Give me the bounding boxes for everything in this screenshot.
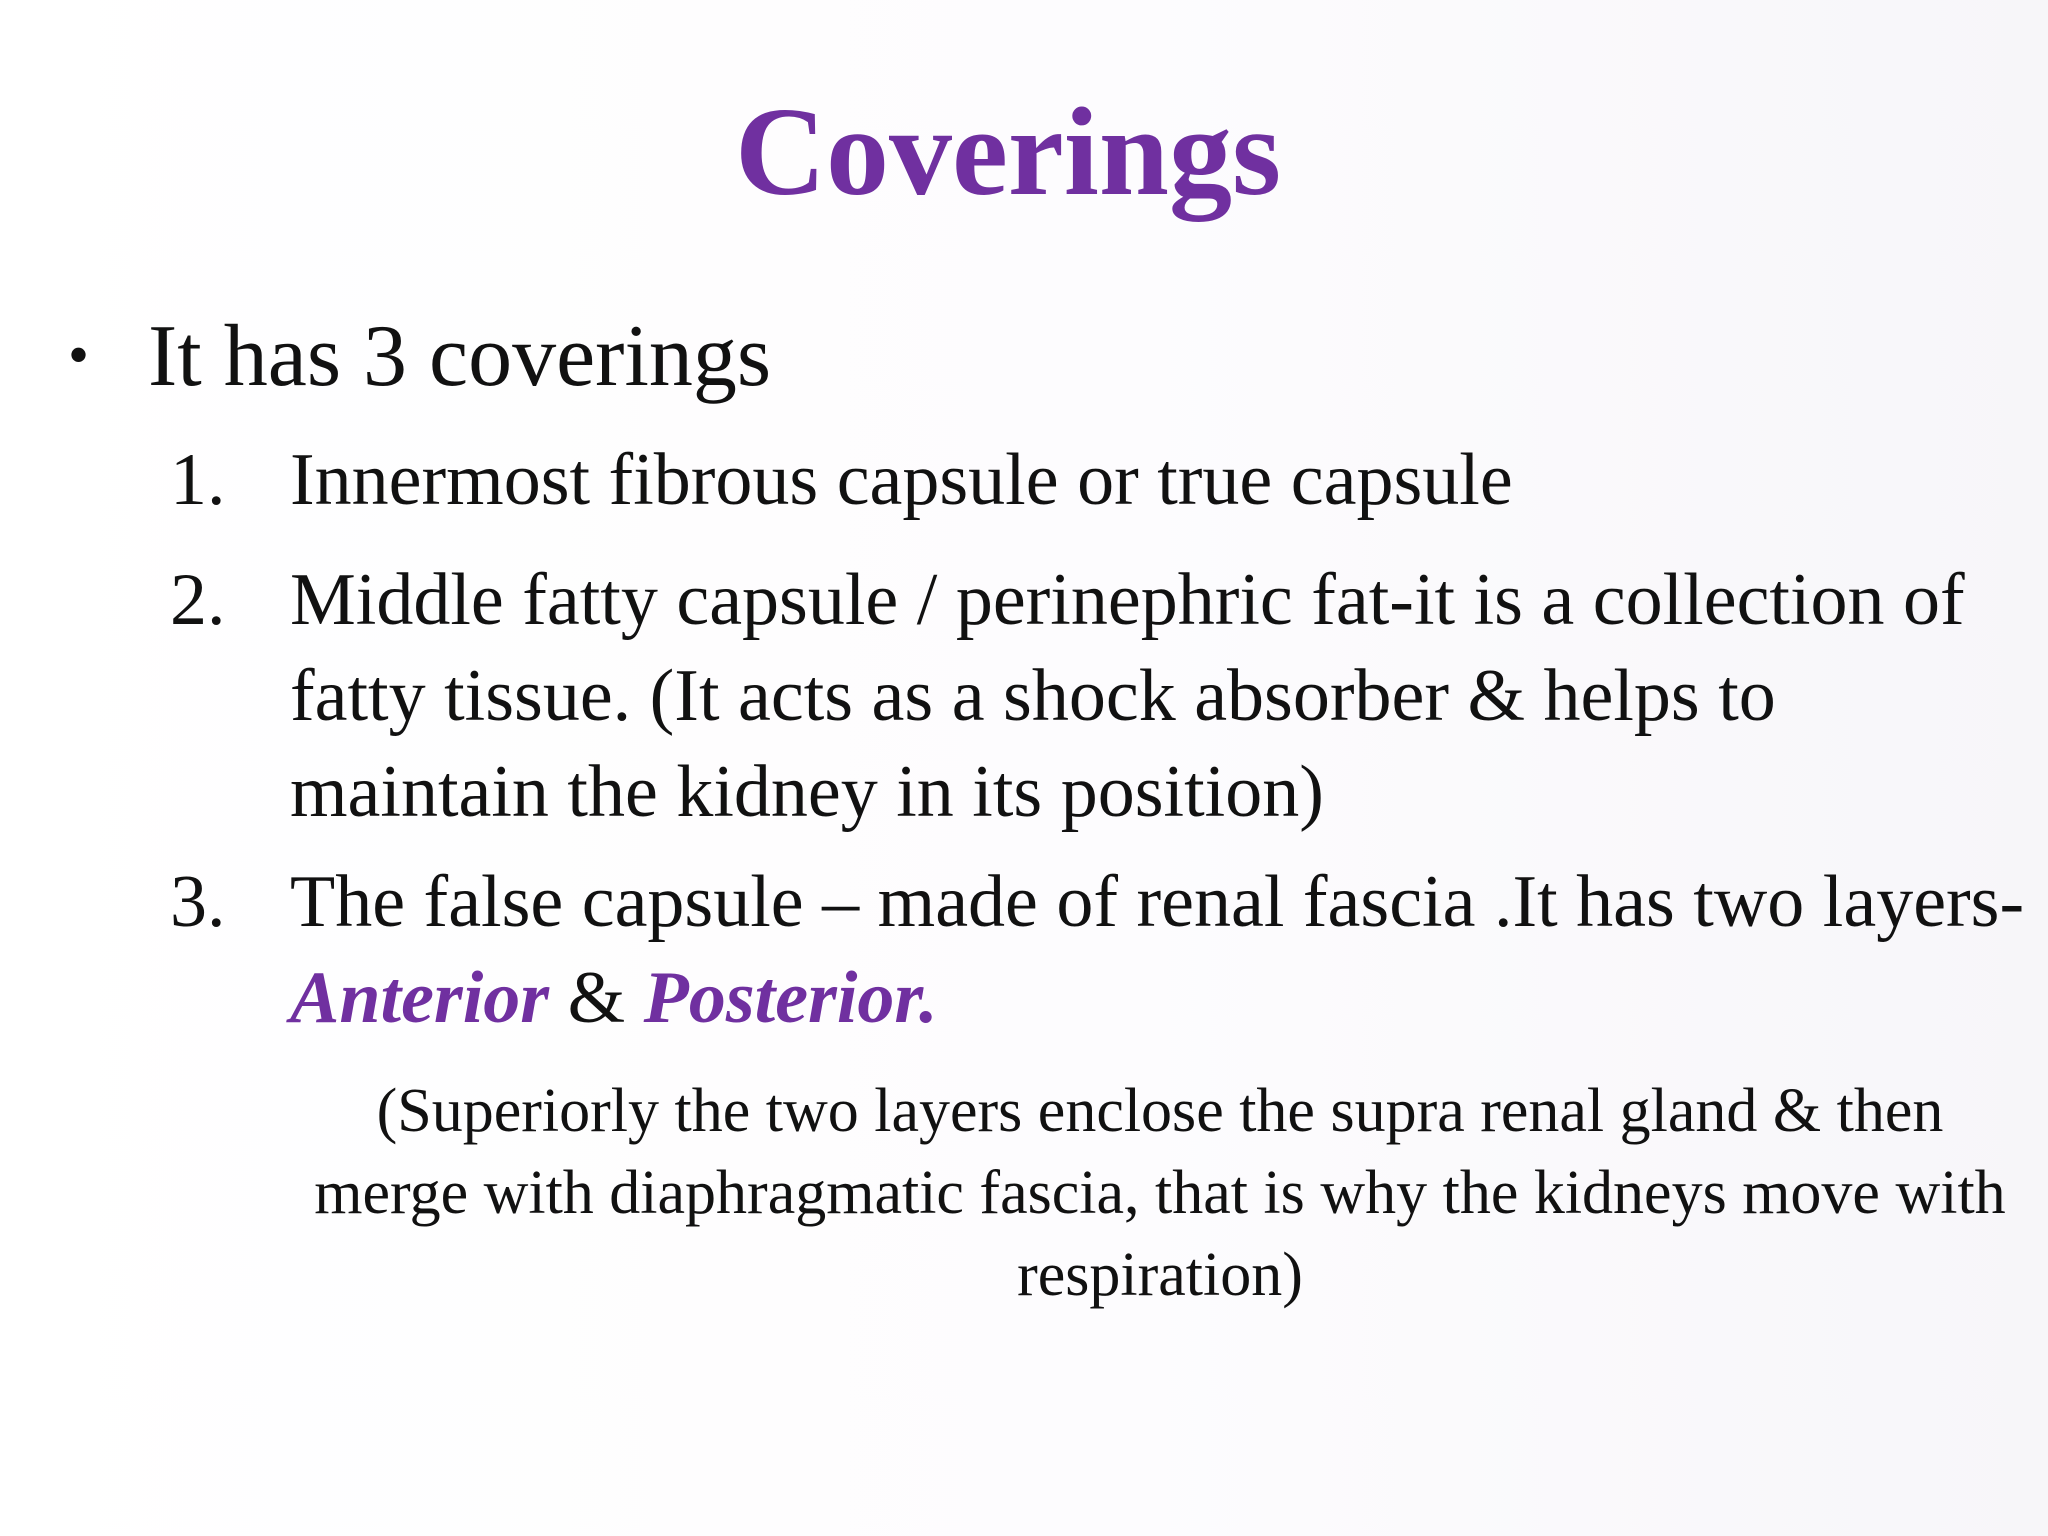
respiration-note: (Superiorly the two layers enclose the supra renal gland & then merge with diaphragmatic fascia, that is why the kidneys move with respiration): [314, 1077, 2006, 1309]
slide-title: Coverings: [735, 83, 1281, 222]
list-item-text: Innermost fibrous capsule or true capsule: [290, 439, 1513, 521]
anterior-emphasis: Anterior: [290, 957, 550, 1039]
list-item-text: [290, 854, 2030, 1046]
posterior-emphasis: Posterior.: [643, 957, 938, 1039]
list-item-joiner: &: [549, 957, 644, 1039]
bullet-item: [68, 306, 771, 407]
bullet-marker: •: [68, 322, 90, 388]
list-item-number: 1.: [170, 439, 226, 521]
list-item-text: Middle fatty capsule / perinephric fat-it is a collection of fatty tissue. (It acts as a shock absorber & helps to maintain the kidney in its position): [290, 559, 1965, 833]
list-item-number: 2.: [170, 559, 226, 641]
list-item-text-lead: The false capsule – made of renal fascia .It has two layers-: [290, 861, 2025, 943]
bullet-text: It has 3 coverings: [148, 308, 772, 405]
list-item-number: 3.: [170, 861, 226, 943]
